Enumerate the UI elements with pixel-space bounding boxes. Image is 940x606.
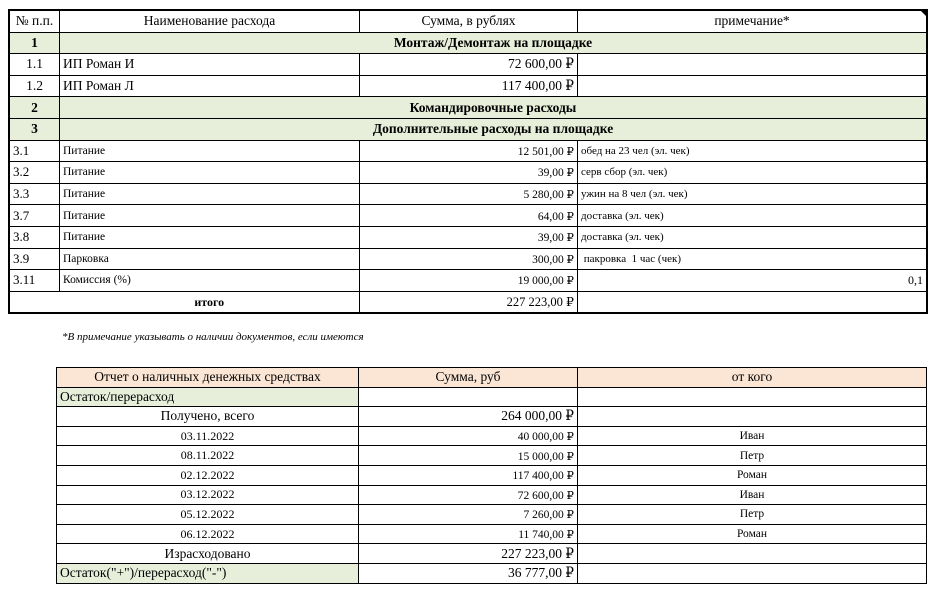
row-note: пакровка 1 час (чек) — [578, 248, 927, 270]
received-label: Получено, всего — [57, 407, 359, 427]
table-row — [10, 270, 927, 292]
entry-date: 02.12.2022 — [57, 465, 359, 485]
row-number: 3.9 — [10, 248, 60, 270]
spent-from — [578, 544, 927, 564]
table-row — [57, 446, 927, 466]
section-title: Дополнительные расходы на площадке — [60, 118, 927, 140]
table-row — [10, 140, 927, 162]
remainder-amount: 36 777,00 ₽ — [359, 563, 578, 583]
section-row — [10, 32, 927, 54]
section-number: 3 — [10, 118, 60, 140]
col-header-amount: Сумма, в рублях — [360, 11, 578, 33]
section-title: Монтаж/Демонтаж на площадке — [60, 32, 927, 54]
row-name: Питание — [60, 226, 360, 248]
row-note: доставка (эл. чек) — [578, 205, 927, 227]
entry-amount: 15 000,00 ₽ — [359, 446, 578, 466]
row-name: Комиссия (%) — [60, 270, 360, 292]
balance-amount — [359, 387, 578, 407]
section-title: Командировочные расходы — [60, 97, 927, 119]
spent-amount: 227 223,00 ₽ — [359, 544, 578, 564]
balance-row — [57, 387, 927, 407]
col-header-note: примечание* — [578, 11, 927, 33]
row-note: ужин на 8 чел (эл. чек) — [578, 183, 927, 205]
row-name: Питание — [60, 205, 360, 227]
table-row — [57, 426, 927, 446]
row-note: доставка (эл. чек) — [578, 226, 927, 248]
table-row — [57, 465, 927, 485]
entry-date: 06.12.2022 — [57, 524, 359, 544]
spent-row — [57, 544, 927, 564]
col-header-number: № п.п. — [10, 11, 60, 33]
expense-table — [9, 10, 927, 313]
entry-amount: 72 600,00 ₽ — [359, 485, 578, 505]
total-empty-cell — [10, 291, 60, 313]
table-row — [57, 505, 927, 525]
row-note: 0,1 — [578, 270, 927, 292]
footnote: *В примечание указывать о наличии документов, если имеются — [62, 331, 364, 343]
row-note: обед на 23 чел (эл. чек) — [578, 140, 927, 162]
row-name: Питание — [60, 183, 360, 205]
row-amount: 19 000,00 ₽ — [360, 270, 578, 292]
row-name: ИП Роман Л — [60, 75, 360, 97]
balance-label: Остаток/перерасход — [57, 387, 359, 407]
row-note — [578, 75, 927, 97]
entry-from: Петр — [578, 505, 927, 525]
table-row — [10, 54, 927, 76]
entry-amount: 7 260,00 ₽ — [359, 505, 578, 525]
row-amount: 300,00 ₽ — [360, 248, 578, 270]
row-number: 3.7 — [10, 205, 60, 227]
col-header-sum: Сумма, руб — [359, 368, 578, 388]
row-number: 1.1 — [10, 54, 60, 76]
entry-from: Иван — [578, 485, 927, 505]
entry-amount: 40 000,00 ₽ — [359, 426, 578, 446]
table-row — [10, 75, 927, 97]
entry-amount: 117 400,00 ₽ — [359, 465, 578, 485]
table-row — [10, 248, 927, 270]
table-row — [10, 183, 927, 205]
row-number: 3.8 — [10, 226, 60, 248]
row-number: 3.11 — [10, 270, 60, 292]
table-row — [10, 226, 927, 248]
spent-label: Израсходовано — [57, 544, 359, 564]
row-number: 3.3 — [10, 183, 60, 205]
row-name: Питание — [60, 162, 360, 184]
entry-date: 03.11.2022 — [57, 426, 359, 446]
row-name: ИП Роман И — [60, 54, 360, 76]
entry-from: Петр — [578, 446, 927, 466]
section-row — [10, 118, 927, 140]
received-row — [57, 407, 927, 427]
received-from — [578, 407, 927, 427]
table-row — [57, 485, 927, 505]
remainder-label: Остаток("+")/перерасход("-") — [57, 563, 359, 583]
row-amount: 72 600,00 ₽ — [360, 54, 578, 76]
remainder-from — [578, 563, 927, 583]
section-row — [10, 97, 927, 119]
row-amount: 39,00 ₽ — [360, 162, 578, 184]
entry-date: 08.11.2022 — [57, 446, 359, 466]
entry-amount: 11 740,00 ₽ — [359, 524, 578, 544]
section-number: 1 — [10, 32, 60, 54]
row-number: 1.2 — [10, 75, 60, 97]
expense-header-row — [10, 11, 927, 33]
remainder-row — [57, 563, 927, 583]
cash-header-row — [57, 368, 927, 388]
row-amount: 64,00 ₽ — [360, 205, 578, 227]
table-row — [57, 524, 927, 544]
row-number: 3.1 — [10, 140, 60, 162]
entry-date: 05.12.2022 — [57, 505, 359, 525]
row-amount: 5 280,00 ₽ — [360, 183, 578, 205]
entry-from: Иван — [578, 426, 927, 446]
row-amount: 12 501,00 ₽ — [360, 140, 578, 162]
balance-from — [578, 387, 927, 407]
row-note — [578, 54, 927, 76]
received-amount: 264 000,00 ₽ — [359, 407, 578, 427]
row-note: серв сбор (эл. чек) — [578, 162, 927, 184]
table-row — [10, 162, 927, 184]
entry-from: Роман — [578, 524, 927, 544]
section-number: 2 — [10, 97, 60, 119]
row-amount: 117 400,00 ₽ — [360, 75, 578, 97]
row-name: Парковка — [60, 248, 360, 270]
col-header-from: от кого — [578, 368, 927, 388]
entry-date: 03.12.2022 — [57, 485, 359, 505]
row-name: Питание — [60, 140, 360, 162]
comment-indicator-icon — [921, 11, 926, 16]
row-amount: 39,00 ₽ — [360, 226, 578, 248]
col-header-name: Наименование расхода — [60, 11, 360, 33]
cash-report-table — [56, 367, 927, 584]
total-label: итого — [60, 291, 360, 313]
col-header-report: Отчет о наличных денежных средствах — [57, 368, 359, 388]
row-number: 3.2 — [10, 162, 60, 184]
entry-from: Роман — [578, 465, 927, 485]
total-note — [578, 291, 927, 313]
total-amount: 227 223,00 ₽ — [360, 291, 578, 313]
table-row — [10, 205, 927, 227]
total-row — [10, 291, 927, 313]
